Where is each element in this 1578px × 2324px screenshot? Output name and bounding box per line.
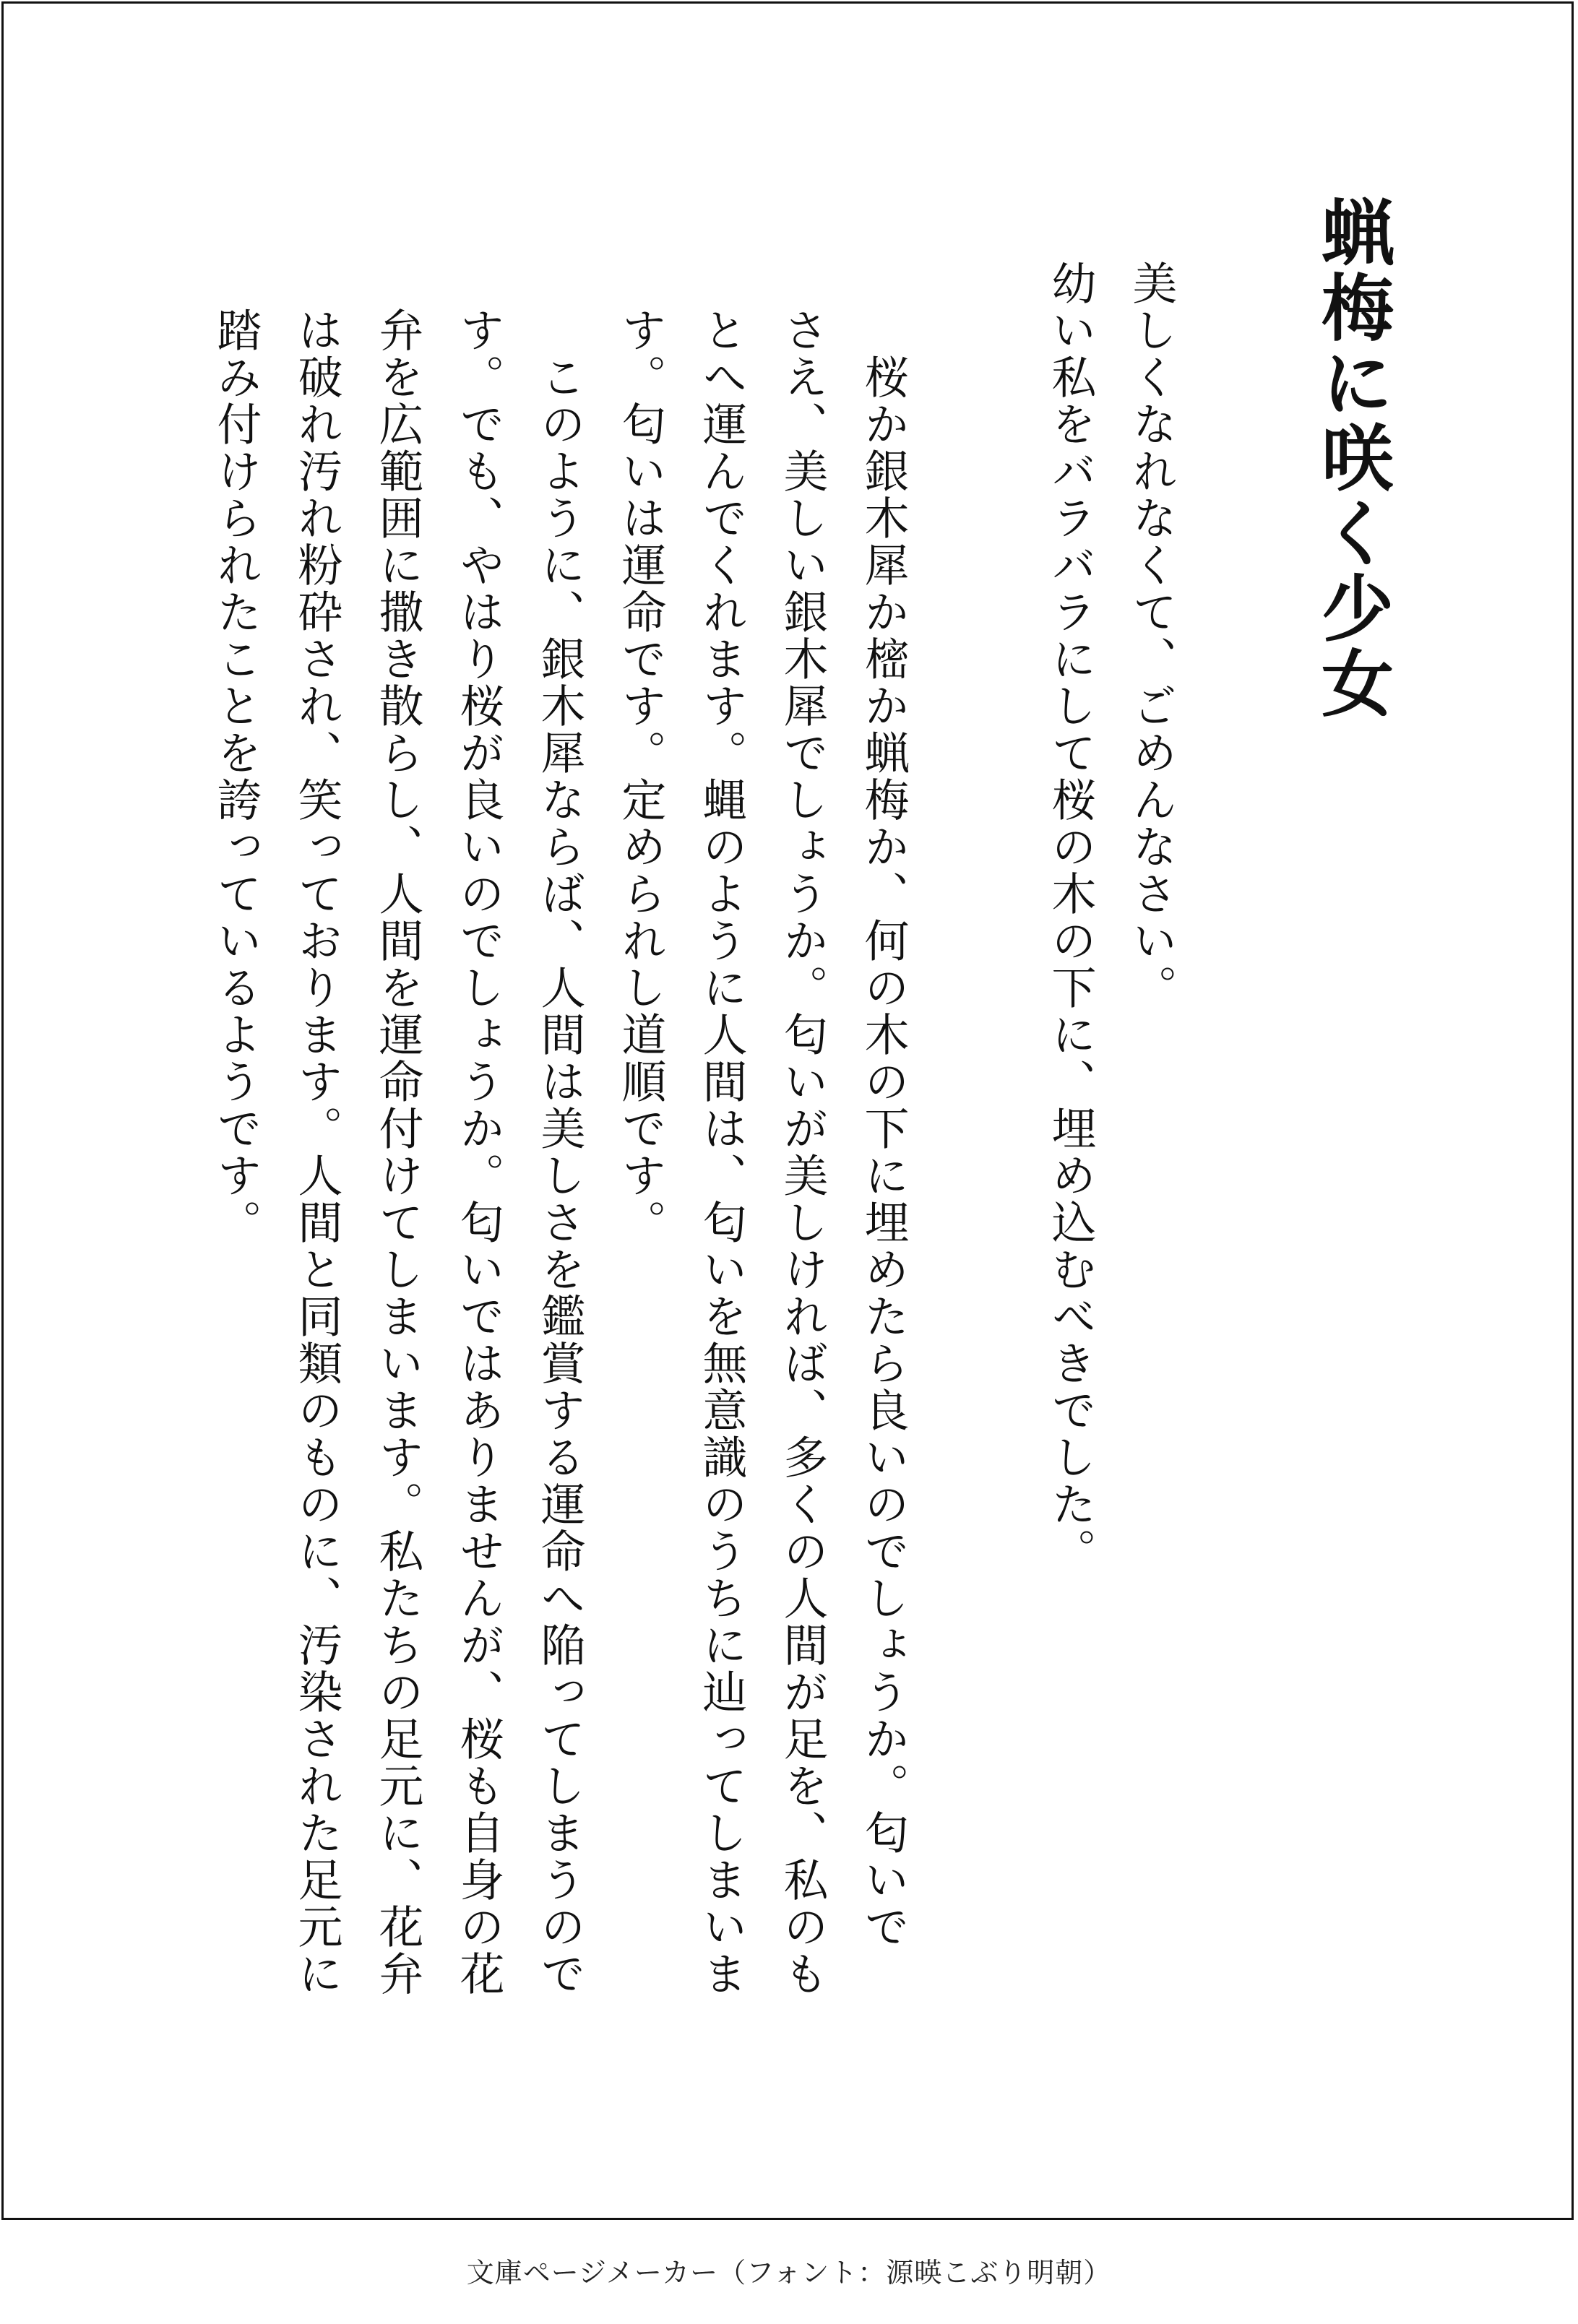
paragraph-line: す。でも、やはり桜が良いのでしょうか。匂いではありませんが、桜も自身の花: [452, 307, 505, 1997]
paragraph-line: は破れ汚れ粉砕され、笑っております。人間と同類のものに、汚染された足元に: [290, 307, 343, 1997]
paragraph-line: さえ、美しい銀木犀でしょうか。匂いが美しければ、多くの人間が足を、私のも: [776, 307, 829, 1997]
paragraph-line: 弁を広範囲に撒き散らし、人間を運命付けてしまいます。私たちの足元に、花弁: [371, 307, 424, 1997]
intro-line: 幼い私をバラバラにして桜の木の下に、埋め込むべきでした。: [1044, 260, 1097, 1575]
paragraph-line: とへ運んでくれます。蝿のように人間は、匂いを無意識のうちに辿ってしまいま: [695, 307, 748, 1997]
intro-lines: [1030, 260, 1191, 1575]
footer-credit: 文庫ページメーカー（フォント：源暎こぶり明朝）: [466, 2257, 1112, 2289]
page-frame: [1, 1, 1574, 2220]
paragraph-line: 桜か銀木犀か樒か蝋梅か、何の木の下に埋めたら良いのでしょうか。匂いで: [857, 307, 910, 1951]
intro-line: 美しくなれなくて、ごめんなさい。: [1125, 260, 1178, 1011]
page-title: 蝋梅に咲く少女: [1309, 195, 1394, 721]
paragraph-line: 踏み付けられたことを誇っているようです。: [210, 307, 262, 1246]
body-text: [195, 307, 923, 1997]
paragraph-line: このように、銀木犀ならば、人間は美しさを鑑賞する運命へ陥ってしまうので: [533, 307, 586, 1997]
paragraph-line: す。匂いは運命です。定められし道順です。: [614, 307, 667, 1246]
